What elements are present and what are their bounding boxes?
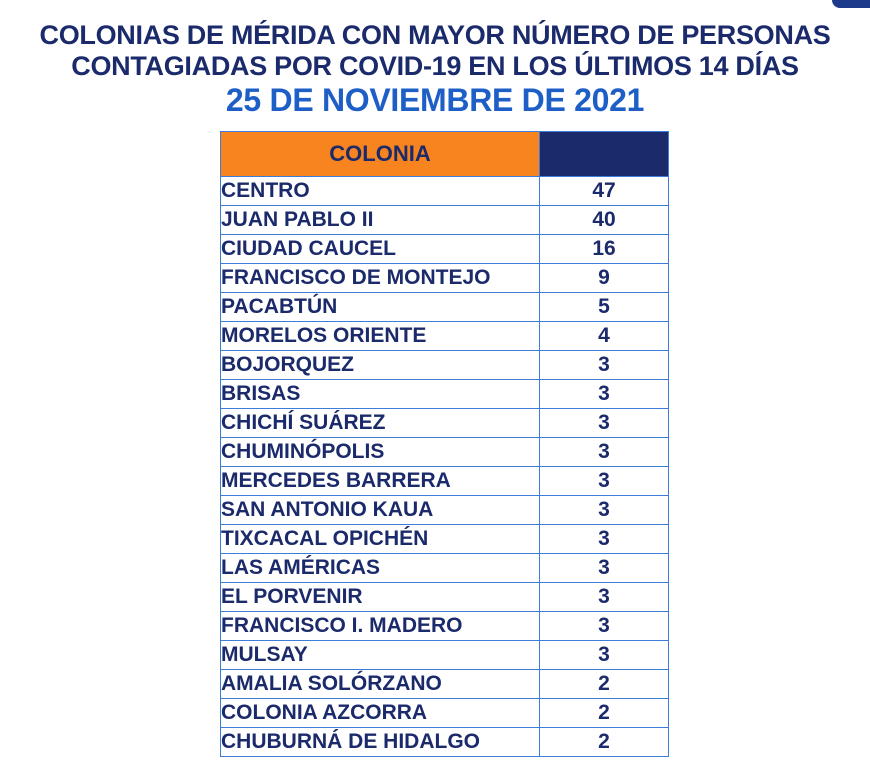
colonia-cell: FRANCISCO DE MONTEJO (221, 264, 540, 293)
colonia-cell: BOJORQUEZ (221, 351, 540, 380)
table-row (221, 351, 669, 380)
casos-cell: 3 (540, 467, 669, 496)
casos-cell: 2 (540, 728, 669, 757)
table-row (221, 670, 669, 699)
header-casos: CASOS (540, 132, 669, 177)
casos-cell: 3 (540, 612, 669, 641)
colonia-cell: MULSAY (221, 641, 540, 670)
colonia-cell: BRISAS (221, 380, 540, 409)
report-date: 25 DE NOVIEMBRE DE 2021 (225, 82, 645, 118)
title-line-2: CONTAGIADAS POR COVID-19 EN LOS ÚLTIMOS 14 DÍAS (71, 51, 799, 81)
table-row (221, 322, 669, 351)
colonia-cell: PACABTÚN (221, 293, 540, 322)
table-row (221, 496, 669, 525)
casos-cell: 3 (540, 409, 669, 438)
table-row (221, 612, 669, 641)
corner-tab-decoration (832, 0, 870, 8)
table-row (221, 264, 669, 293)
casos-cell: 40 (540, 206, 669, 235)
table-row (221, 177, 669, 206)
table-row (221, 235, 669, 264)
colonia-cell: MERCEDES BARRERA (221, 467, 540, 496)
colonia-cell: CHUMINÓPOLIS (221, 438, 540, 467)
colonia-cell: CHICHÍ SUÁREZ (221, 409, 540, 438)
table-row (221, 206, 669, 235)
colonia-cell: JUAN PABLO II (221, 206, 540, 235)
casos-cell: 16 (540, 235, 669, 264)
table-header-row (221, 132, 669, 177)
colonia-cell: TIXCACAL OPICHÉN (221, 525, 540, 554)
table-row (221, 699, 669, 728)
casos-cell: 9 (540, 264, 669, 293)
title-line-1: COLONIAS DE MÉRIDA CON MAYOR NÚMERO DE PERSONAS (39, 20, 831, 50)
casos-cell: 4 (540, 322, 669, 351)
header-colonia: COLONIA (221, 132, 540, 177)
casos-cell: 3 (540, 496, 669, 525)
casos-cell: 2 (540, 670, 669, 699)
casos-cell: 3 (540, 554, 669, 583)
casos-cell: 2 (540, 699, 669, 728)
casos-cell: 3 (540, 583, 669, 612)
colonia-cell: CIUDAD CAUCEL (221, 235, 540, 264)
table-row (221, 583, 669, 612)
table-row (221, 293, 669, 322)
colonia-cell: CHUBURNÁ DE HIDALGO (221, 728, 540, 757)
cases-table (220, 131, 669, 757)
colonia-cell: MORELOS ORIENTE (221, 322, 540, 351)
casos-cell: 3 (540, 525, 669, 554)
table-row (221, 525, 669, 554)
colonia-cell: SAN ANTONIO KAUA (221, 496, 540, 525)
casos-cell: 47 (540, 177, 669, 206)
colonia-cell: FRANCISCO I. MADERO (221, 612, 540, 641)
table-row (221, 409, 669, 438)
colonia-cell: LAS AMÉRICAS (221, 554, 540, 583)
table-row (221, 554, 669, 583)
table-row (221, 641, 669, 670)
colonia-cell: CENTRO (221, 177, 540, 206)
table-row (221, 728, 669, 757)
colonia-cell: AMALIA SOLÓRZANO (221, 670, 540, 699)
table-row (221, 467, 669, 496)
casos-cell: 3 (540, 641, 669, 670)
table-row (221, 438, 669, 467)
casos-cell: 3 (540, 380, 669, 409)
colonia-cell: EL PORVENIR (221, 583, 540, 612)
table-row (221, 380, 669, 409)
casos-cell: 3 (540, 351, 669, 380)
casos-cell: 5 (540, 293, 669, 322)
casos-cell: 3 (540, 438, 669, 467)
colonia-cell: COLONIA AZCORRA (221, 699, 540, 728)
